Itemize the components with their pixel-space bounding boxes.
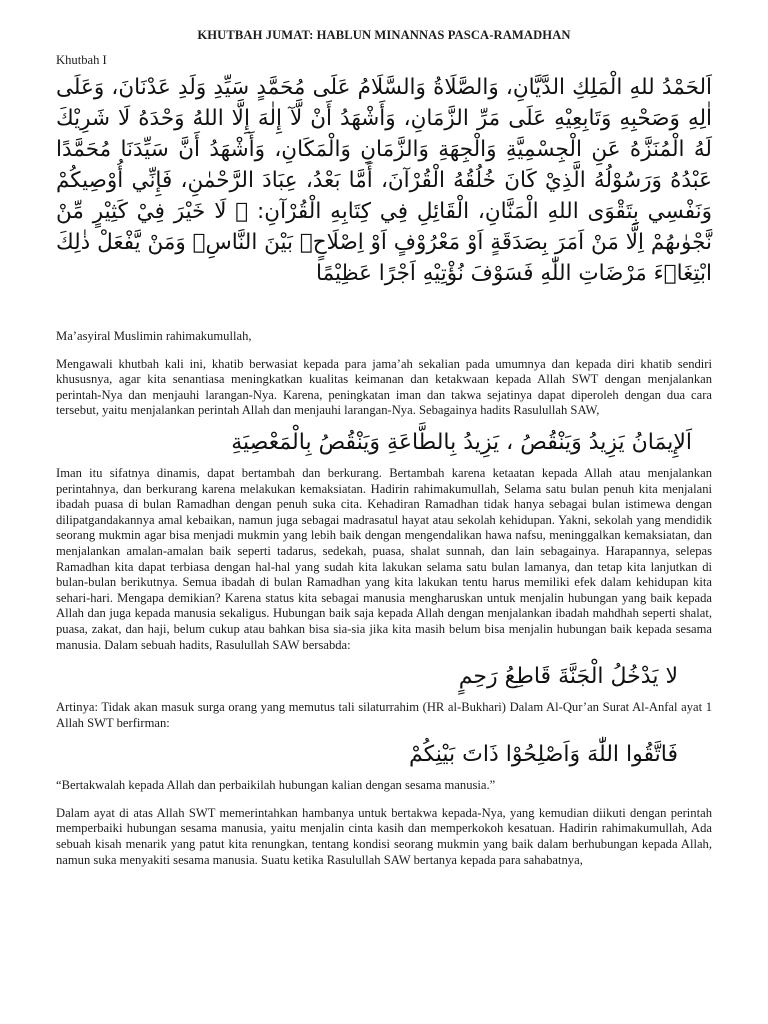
section-label: Khutbah I (56, 53, 107, 67)
greeting-paragraph: Ma’asyiral Muslimin rahimakumullah, (56, 329, 252, 343)
paragraph-1: Mengawali khutbah kali ini, khatib berwasiat kepada para jama’ah sekalian pada umumnya dan kepada diri khatib sendiri khususnya, agar kita senantiasa meningkatkan kualitas keimanan dan ketakwaan kepada Allah SWT dengan menjalankan perintah-Nya dan menjauhi larangan-Nya. Karena, peningkatan iman dan takwa sejatinya dapat diperoleh dengan dua cara tersebut, yaitu menjalankan perintah Allah dan menjauhi larangan-Nya. Sebagainya hadits Rasulullah SAW, (56, 356, 712, 418)
arabic-ayah-al-anfal: فَاتَّقُوا اللّٰهَ وَاَصْلِحُوْا ذَاتَ بَيْنِكُمْ (408, 742, 678, 768)
paragraph-2: Iman itu sifatnya dinamis, dapat bertambah dan berkurang. Bertambah karena ketaatan kepada Allah atau menjalankan perintahnya, dan berkurang karena melakukan kemaksiatan. Hadirin rahimakumullah, Selama satu bulan penuh kita menjalani ibadah puasa di bulan Ramadhan dengan penuh suka cita. Kehadiran Ramadhan tidak hanya sebagai bulan istimewa dengan dilipatgandakannya amal kebaikan, namun juga sebagai madrasatul hayat atau sekolah kehidupan. Yakni, sekolah yang mendidik seorang mukmin agar bisa menjadi mukmin yang lebih baik dengan mengendalikan hawa nafsu, meninggalkan kemaksiatan, dan menjalankan amalan-amalan baik seperti tadarus, sedekah, puasa, shalat sunnah, dan lain sebagainya. Harapannya, selepas Ramadhan kita dapat terbiasa dengan hal-hal yang sudah kita lakukan selama satu bulan lamanya, dan tetap kita lanjutkan di bulan-bulan berikutnya. Semua ibadah di bulan Ramadhan yang kita lakukan tentu harus memiliki efek dalam kehidupan kita sehari-hari. Mengapa demikian? Karena status kita sebagai manusia mengharuskan untuk menjalin hubungan yang baik kepada Allah dan juga kepada manusia sekaligus. Hubungan baik saja kepada Allah dengan menjalankan ibadah mahdhah seperti shalat, puasa, zakat, dan haji, belum cukup atau bahkan bisa sia-sia jika kita masih belum bisa menjalin hubungan baik kepada sesama manusia. Dalam sebuah hadits, Rasulullah SAW bersabda: (56, 465, 712, 652)
arabic-hadith-iman: اَلإِيمَانُ يَزِيدُ وَيَنْقُصُ ، يَزِيدُ بِالطَّاعَةِ وَيَنْقُصُ بِالْمَعْصِيَةِ (231, 429, 692, 455)
translation-quote: “Bertakwalah kepada Allah dan perbaikilah hubungan kalian dengan sesama manusia.” (56, 778, 496, 793)
arabic-hadith-silaturrahim: لا يَدْخُلُ الْجَنَّةَ قَاطِعُ رَحِمٍ (458, 664, 678, 690)
document-title: KHUTBAH JUMAT: HABLUN MINANNAS PASCA-RAMADHAN (197, 28, 571, 42)
paragraph-3: Artinya: Tidak akan masuk surga orang yang memutus tali silaturrahim (HR al-Bukhari) Dalam Al-Qur’an Surat Al-Anfal ayat 1 Allah SWT berfirman: (56, 700, 712, 730)
arabic-opening-text: اَلحَمْدُ للهِ الْمَلِكِ الدَّيَّانِ، وَالصَّلَاةُ وَالسَّلَامُ عَلَى مُحَمَّدٍ سَيِّدِ وَلَدِ عَدْنَانَ، وَعَلَى اٰلِهِ وَصَحْبِهِ وَتَابِعِيْهِ عَلَى مَرِّ الزَّمَانِ، وَأَشْهَدُ أَنْ لَّآ إِلٰهَ إِلَّا اللهُ وَحْدَهُ لَا شَرِيْكَ لَهُ الْمُنَزَّهُ عَنِ الْجِسْمِيَّةِ وَالْجِهَةِ وَالزَّمَانِ وَالْمَكَانِ، وَأَشْهَدُ أَنَّ سَيِّدَنَا مُحَمَّدًا عَبْدُهُ وَرَسُوْلُهُ الَّذِيْ كَانَ خُلُقُهُ الْقُرْآنَ، أَمَّا بَعْدُ، عِبَادَ الرَّحْمٰنِ، فَإِنِّي أُوْصِيكُمْ وَنَفْسِي بِتَقْوَى اللهِ الْمَنَّانِ، الْقَائِلِ فِي كِتَابِهِ الْقُرْآنِ: ۞ لَا خَيْرَ فِيْ كَثِيْرٍ مِّنْ نَّجْوٰىهُمْ اِلَّا مَنْ اَمَرَ بِصَدَقَةٍ اَوْ مَعْرُوْفٍ اَوْ اِصْلَاحٍۢ بَيْنَ النَّاسِۗ وَمَنْ يَّفْعَلْ ذٰلِكَ ابْتِغَاۤءَ مَرْضَاتِ اللّٰهِ فَسَوْفَ نُؤْتِيْهِ اَجْرًا عَظِيْمًا (56, 75, 712, 286)
paragraph-4: Dalam ayat di atas Allah SWT memerintahkan hambanya untuk bertakwa kepada-Nya, yang kemudian diikuti dengan perintah memperbaiki hubungan sesama manusia, yaitu menjalin cinta kasih dan memperkokoh kesatuan. Hadirin rahimakumullah, Ada sebuah kisah menarik yang patut kita renungkan, tentang kondisi seorang mukmin yang baik dalam berhubungan kepada Allah, namun suka menyakiti sesama manusia. Suatu ketika Rasulullah SAW bertanya kepada para sahabatnya, (56, 805, 712, 867)
